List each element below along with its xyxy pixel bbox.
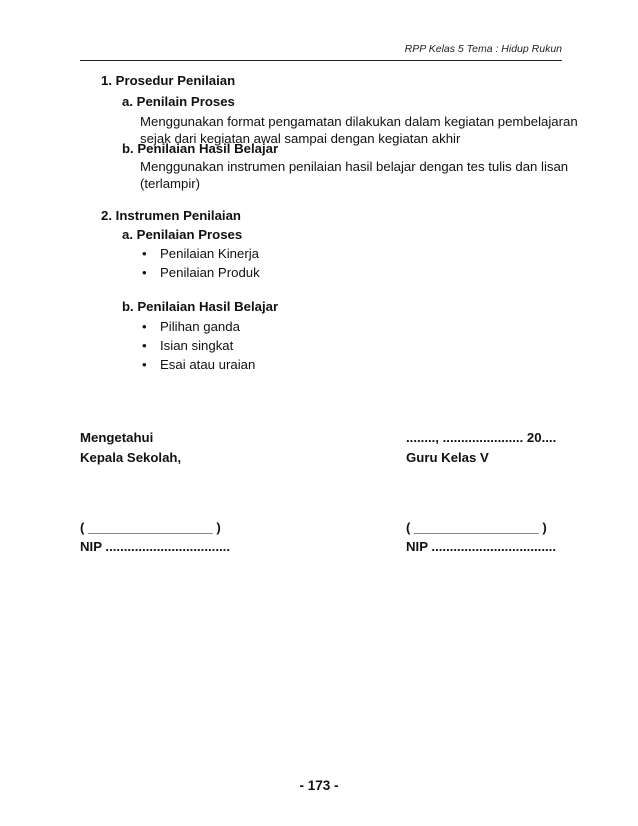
section-1b-line-1: Menggunakan instrumen penilaian hasil belajar dengan tes tulis dan lisan	[140, 159, 569, 174]
list-item-label: Esai atau uraian	[160, 357, 256, 372]
signature-left-line-2: Kepala Sekolah,	[80, 450, 182, 465]
list-item-label: Penilaian Produk	[160, 265, 260, 280]
bullet-icon: •	[142, 265, 147, 280]
bullet-icon: •	[142, 357, 147, 372]
list-item	[142, 357, 255, 372]
header-rule	[80, 60, 562, 61]
section-2a-title: a. Penilaian Proses	[122, 227, 243, 242]
list-item-label: Penilaian Kinerja	[160, 246, 259, 261]
signature-left-name: ( _________________ )	[80, 520, 221, 535]
signature-right-name: ( _________________ )	[406, 520, 547, 535]
signature-left-line-1: Mengetahui	[80, 430, 154, 445]
list-item	[142, 319, 240, 334]
signature-right-nip: NIP ..................................	[406, 539, 556, 554]
signature-right-line-1: ........, ...................... 20....	[406, 430, 557, 445]
section-1a-title: a. Penilain Proses	[122, 94, 235, 109]
signature-right-line-2: Guru Kelas V	[406, 450, 489, 465]
section-1a-line-1: Menggunakan format pengamatan dilakukan dalam kegiatan pembelajaran	[140, 114, 578, 129]
page-number: - 173 -	[299, 778, 339, 793]
signature-left-nip: NIP ..................................	[80, 539, 230, 554]
section-1b-title: b. Penilaian Hasil Belajar	[122, 141, 279, 156]
list-item-label: Isian singkat	[160, 338, 234, 353]
list-item-label: Pilihan ganda	[160, 319, 240, 334]
section-1b-line-2: (terlampir)	[140, 176, 201, 191]
running-header: RPP Kelas 5 Tema : Hidup Rukun	[404, 43, 562, 55]
list-item	[142, 265, 260, 280]
section-1a-line-2: sejak dari kegiatan awal sampai dengan kegiatan akhir	[140, 131, 461, 146]
bullet-icon: •	[142, 338, 147, 353]
section-2-title: 2. Instrumen Penilaian	[101, 208, 241, 223]
list-item	[142, 338, 233, 353]
list-item	[142, 246, 259, 261]
section-1-title: 1. Prosedur Penilaian	[101, 73, 236, 88]
bullet-icon: •	[142, 246, 147, 261]
bullet-icon: •	[142, 319, 147, 334]
section-2b-title: b. Penilaian Hasil Belajar	[122, 299, 279, 314]
